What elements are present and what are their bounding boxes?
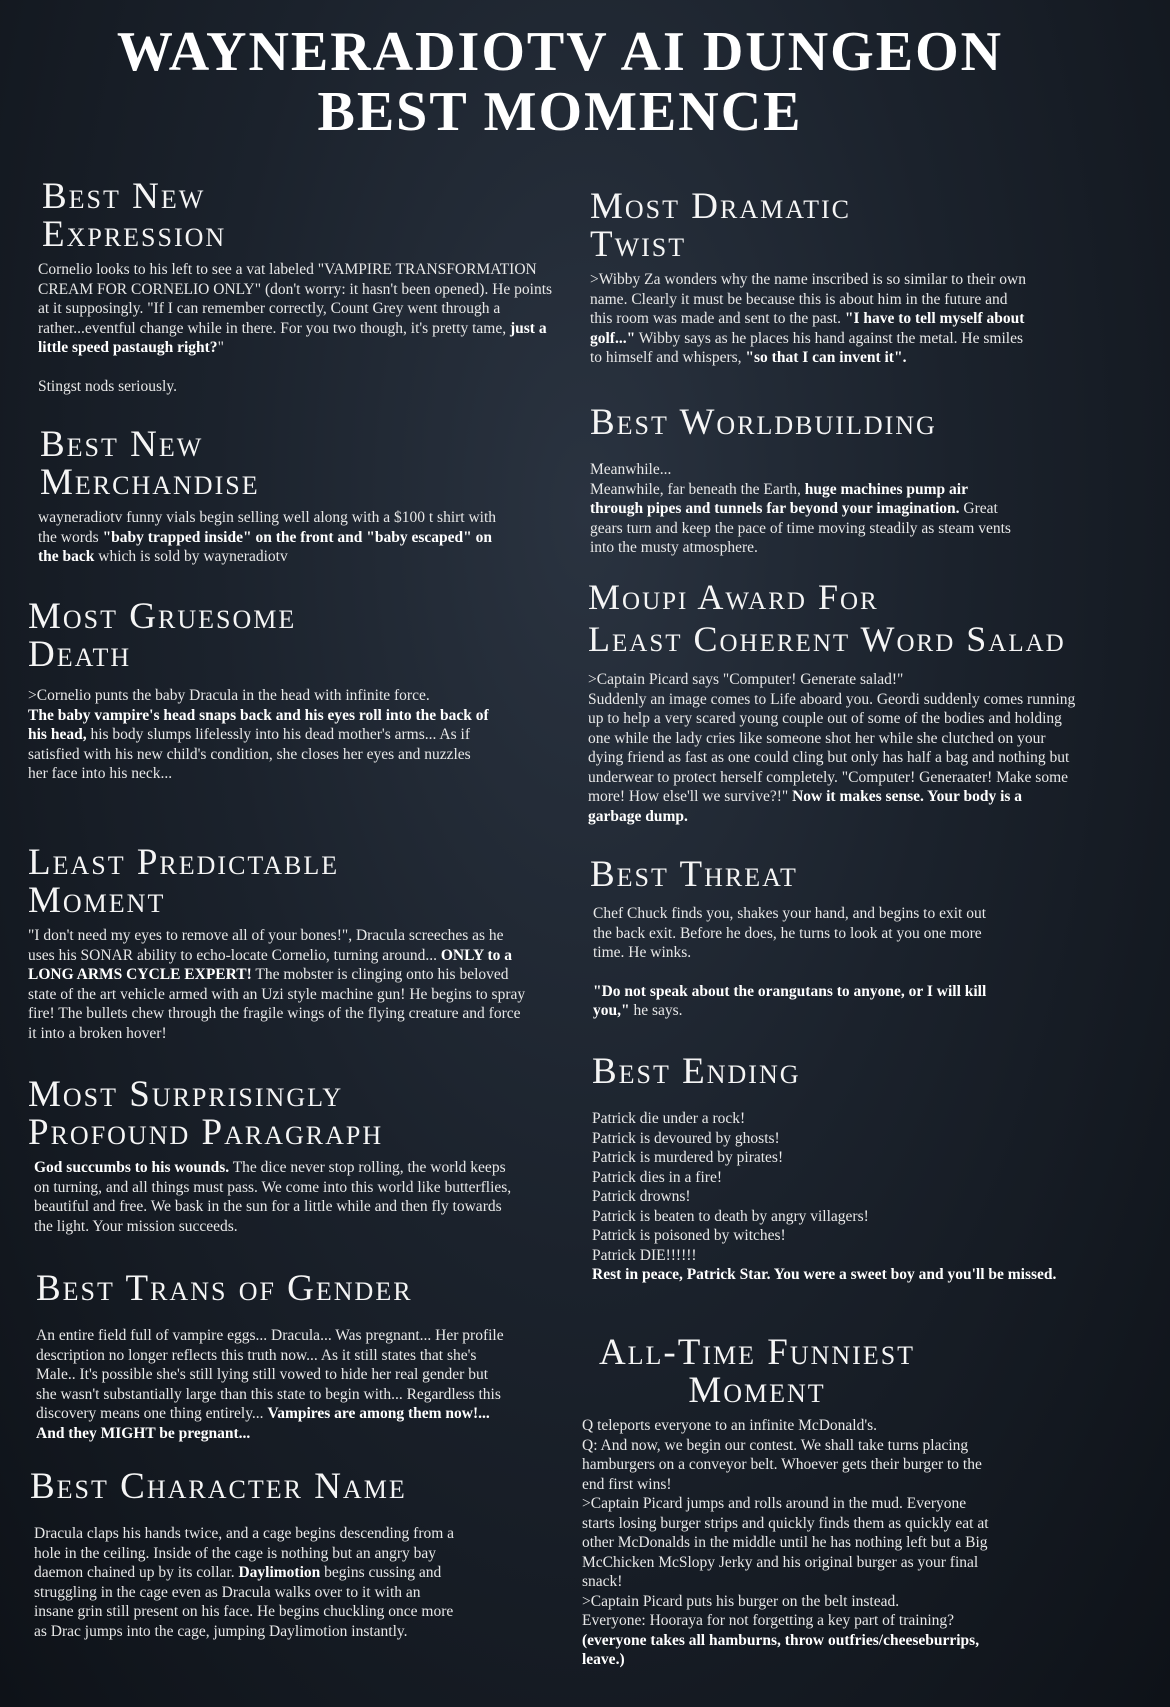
section-body: God succumbs to his wounds. The dice never stop rolling, the world keeps on turning, and all things must pass. We come into this world like butterflies, beautiful and free. We bask in the sun for a little while and then fly towards the light. Your mission succeeds.	[34, 1159, 512, 1235]
section-heading: Best New Merchandise	[40, 424, 260, 503]
section-best-worldbuilding	[590, 404, 1020, 558]
section-heading: Best Threat	[590, 854, 798, 895]
section-most-dramatic-twist	[590, 188, 1030, 368]
section-body: >Captain Picard says "Computer! Generate salad!" Suddenly an image comes to Life aboard you. Geordi suddenly comes running up to help a very scared young couple out of some of the bodies and holding one while the lady cries like someone shot her while she clutched on your dying friend as fast as one could cling but only has half a bag and nothing but underwear to protect herself completely. "Computer! Generaater! Make some more! How else'll we survive?!" Now it makes sense. Your body is a garbage dump.	[588, 671, 1076, 825]
section-body: Meanwhile... Meanwhile, far beneath the Earth, huge machines pump air through pipes and tunnels far beyond your imagination. Great gears turn and keep the pace of time moving steadily as steam vents into the musty atmosphere.	[590, 461, 1011, 556]
section-best-threat	[590, 856, 990, 1021]
section-least-predictable-moment	[28, 844, 528, 1043]
list-item: Patrick is poisoned by witches!	[592, 1227, 786, 1244]
title-line-1: WAYNERADIOTV AI DUNGEON	[116, 21, 1004, 83]
section-body: Chef Chuck finds you, shakes your hand, and begins to exit out the back exit. Before he does, he turns to look at you one more time. He winks. "Do not speak about the orangutans to anyone, or I will kill you," he says.	[593, 905, 987, 1019]
section-moupi-award	[588, 576, 1088, 826]
list-item: Patrick drowns!	[592, 1188, 691, 1205]
list-item: Patrick is devoured by ghosts!	[592, 1129, 780, 1147]
section-best-new-expression	[38, 178, 558, 396]
section-body: Dracula claps his hands twice, and a cage begins descending from a hole in the ceiling. Inside of the cage is nothing but an angry bay daemon chained up by its collar. Daylimotion begins cussing and struggling in the cage even as Dracula walks over to it with an insane grin still present on his face. He begins chuckling once more as Drac jumps into the cage, jumping Daylimotion instantly.	[34, 1525, 455, 1640]
section-body: Patrick die under a rock! Patrick is devoured by ghosts! Patrick is murdered by pirates! Patrick dies in a fire! Patrick drowns! Patrick is beaten to death by angry villagers! Patrick is poisoned by witches! Patrick DIE!!!!!! Rest in peace, Patrick Star. You were a sweet boy and you'll be missed.	[592, 1109, 1092, 1285]
section-heading: All-Time Funniest Moment	[598, 1332, 916, 1411]
section-body: >Wibby Za wonders why the name inscribed is so similar to their own name. Clearly it must be because this is about him in the future and this room was made and sent to the past. "I have to tell myself about golf..." Wibby says as he places his hand against the metal. He smiles to himself and whispers, "so that I can invent it".	[590, 271, 1027, 366]
section-heading: Least Predictable Moment	[28, 842, 340, 921]
section-body: >Cornelio punts the baby Dracula in the head with infinite force. The baby vampire's head snaps back and his eyes roll into the back of his head, his body slumps lifelessly into his dead mother's arms... As if satisfied with his new child's condition, she closes her eyes and nuzzles her face into his neck...	[28, 687, 489, 782]
list-item: Patrick is beaten to death by angry villagers!	[592, 1207, 869, 1225]
section-heading: Moupi Award For Least Coherent Word Salad	[588, 577, 1066, 659]
list-item: Patrick dies in a fire!	[592, 1168, 722, 1186]
section-best-trans-of-gender	[36, 1270, 506, 1443]
section-best-character-name	[30, 1468, 455, 1641]
list-item: Patrick die under a rock!	[592, 1110, 746, 1127]
page-title	[0, 22, 1120, 142]
section-heading: Best Worldbuilding	[590, 402, 937, 443]
section-body: Cornelio looks to his left to see a vat labeled "VAMPIRE TRANSFORMATION CREAM FOR CORNELIO ONLY" (don't worry: it hasn't been opened). He points at it supposingly. "If I can remember correctly, Count Grey went through a rather...eventful change while in there. For you two though, it's pretty tame, just a little speed pastaugh right?" Stingst nods seriously.	[38, 261, 553, 395]
section-heading: Best Ending	[592, 1051, 801, 1092]
section-best-new-merchandise	[38, 426, 508, 567]
section-heading: Best Trans of Gender	[36, 1268, 413, 1309]
section-heading: Best Character Name	[30, 1466, 407, 1507]
list-item: Patrick is murdered by pirates!	[592, 1149, 784, 1166]
section-heading: Best New Expression	[42, 176, 227, 255]
section-heading: Most Gruesome Death	[28, 596, 297, 675]
section-all-time-funniest	[582, 1334, 1002, 1670]
section-body: Q teleports everyone to an infinite McDonald's. Q: And now, we begin our contest. We shall take turns placing hamburgers on a conveyor belt. Whoever gets their burger to the end first wins! >Captain Picard jumps and rolls around in the mud. Everyone starts losing burger strips and quickly finds them as quickly eat at other McDonalds in the middle until he has nothing left but a Big McChicken McSlopy Jerky and his original burger as your final snack! >Captain Picard puts his burger on the belt instead. Everyone: Hooraya for not forgetting a key part of training? (everyone takes all hamburns, throw outfries/cheeseburrips, leave.)	[582, 1417, 989, 1668]
list-item: Patrick DIE!!!!!!	[592, 1246, 697, 1264]
title-line-2: BEST MOMENCE	[317, 81, 803, 143]
section-body: wayneradiotv funny vials begin selling well along with a $100 t shirt with the words "baby trapped inside" on the front and "baby escaped" on the back which is sold by wayneradiotv	[38, 509, 497, 565]
section-most-surprisingly-profound	[28, 1076, 518, 1236]
section-body: "I don't need my eyes to remove all of your bones!", Dracula screeches as he uses his SONAR ability to echo-locate Cornelio, turning around... ONLY to a LONG ARMS CYCLE EXPERT! The mobster is clinging onto his beloved state of the art vehicle armed with an Uzi style machine gun! He begins to spray fire! The bullets chew through the fragile wings of the flying creature and force it into a broken hover!	[28, 927, 526, 1042]
section-most-gruesome-death	[28, 598, 493, 784]
section-heading: Most Dramatic Twist	[590, 186, 851, 265]
section-best-ending	[592, 1053, 1092, 1285]
section-body: An entire field full of vampire eggs... Dracula... Was pregnant... Her profile description no longer reflects this truth now... As it still states that she's Male.. It's possible she's still lying still vowed to hide her real gender but she wasn't substantially large than this state to begin with... Regardless this discovery means one thing entirely... Vampires are among them now!... And they MIGHT be pregnant...	[36, 1327, 504, 1442]
section-heading: Most Surprisingly Profound Paragraph	[28, 1074, 384, 1153]
